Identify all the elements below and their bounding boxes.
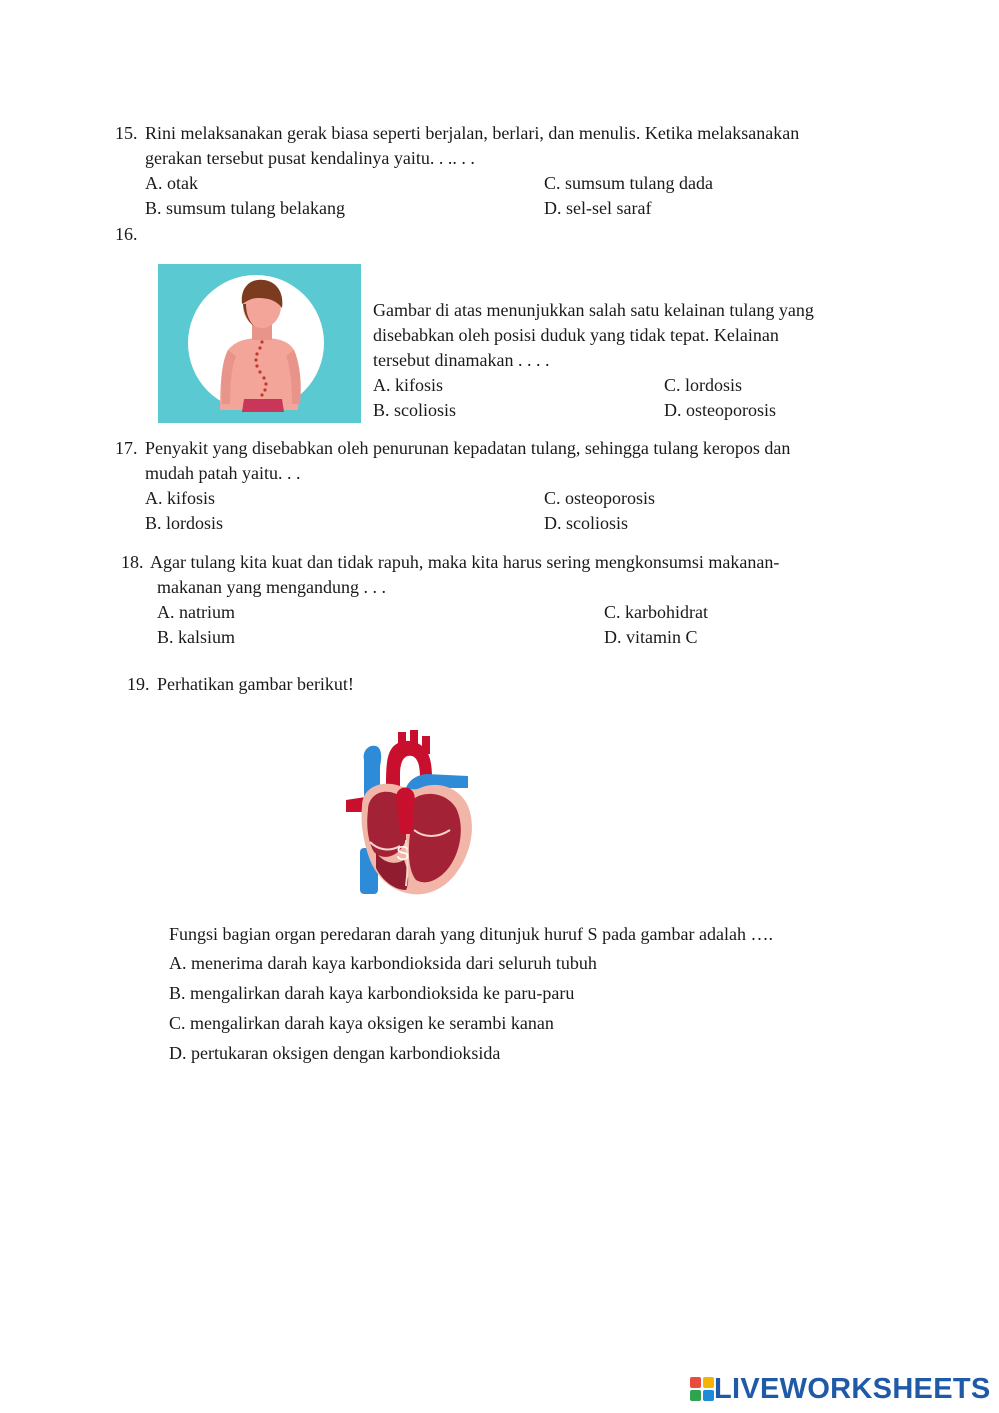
option-d[interactable]: D. sel-sel saraf — [544, 198, 652, 218]
question-text: Gambar di atas menunjukkan salah satu kelainan tulang yang — [373, 300, 814, 320]
option-c[interactable]: C. osteoporosis — [544, 488, 656, 508]
option-a[interactable]: A. otak — [145, 173, 198, 193]
question-number: 16. — [115, 224, 138, 244]
question-number: 17. — [115, 438, 138, 458]
question-text: disebabkan oleh posisi duduk yang tidak tepat. Kelainan — [373, 325, 779, 345]
heart-illustration — [342, 730, 478, 898]
option-b[interactable]: B. kalsium — [157, 627, 236, 647]
aorta-branch — [422, 736, 430, 754]
aorta-branch — [398, 732, 406, 752]
question-number: 18. — [121, 552, 144, 572]
option-a[interactable]: A. kifosis — [145, 488, 216, 508]
option-c[interactable]: C. karbohidrat — [604, 602, 708, 622]
option-d[interactable]: D. pertukaran oksigen dengan karbondioksida — [169, 1043, 501, 1063]
question-text: gerakan tersebut pusat kendalinya yaitu. . .. . . — [145, 148, 475, 168]
logo-blocks-icon — [690, 1377, 714, 1401]
logo-text: LIVEWORKSHEETS — [714, 1373, 991, 1405]
scoliosis-illustration — [158, 264, 361, 423]
option-d[interactable]: D. scoliosis — [544, 513, 629, 533]
option-b[interactable]: B. mengalirkan darah kaya karbondioksida ke paru-paru — [169, 983, 575, 1003]
option-d[interactable]: D. osteoporosis — [664, 400, 776, 420]
option-c[interactable]: C. sumsum tulang dada — [544, 173, 713, 193]
question-text: Rini melaksanakan gerak biasa seperti berjalan, berlari, dan menulis. Ketika melaksanakan — [145, 123, 800, 143]
aorta-branch — [410, 730, 418, 750]
option-a[interactable]: A. kifosis — [373, 375, 444, 395]
question-intro: Perhatikan gambar berikut! — [157, 674, 354, 694]
question-number: 15. — [115, 123, 138, 143]
option-b[interactable]: B. scoliosis — [373, 400, 457, 420]
option-a[interactable]: A. menerima darah kaya karbondioksida dari seluruh tubuh — [169, 953, 597, 973]
question-text: makanan yang mengandung . . . — [157, 577, 386, 597]
option-a[interactable]: A. natrium — [157, 602, 235, 622]
question-text: mudah patah yaitu. . . — [145, 463, 301, 483]
question-text: Penyakit yang disebabkan oleh penurunan kepadatan tulang, sehingga tulang keropos dan — [145, 438, 791, 458]
question-number: 19. — [127, 674, 150, 694]
option-c[interactable]: C. lordosis — [664, 375, 743, 395]
option-c[interactable]: C. mengalirkan darah kaya oksigen ke serambi kanan — [169, 1013, 554, 1033]
question-text: Fungsi bagian organ peredaran darah yang ditunjuk huruf S pada gambar adalah …. — [169, 924, 773, 944]
option-d[interactable]: D. vitamin C — [604, 627, 698, 647]
heart-label-s: S — [396, 843, 410, 865]
shorts — [242, 399, 284, 412]
question-text: tersebut dinamakan . . . . — [373, 350, 550, 370]
liveworksheets-logo[interactable] — [690, 1374, 991, 1404]
option-b[interactable]: B. lordosis — [145, 513, 224, 533]
option-b[interactable]: B. sumsum tulang belakang — [145, 198, 345, 218]
question-text: Agar tulang kita kuat dan tidak rapuh, maka kita harus sering mengkonsumsi makanan- — [150, 552, 780, 572]
